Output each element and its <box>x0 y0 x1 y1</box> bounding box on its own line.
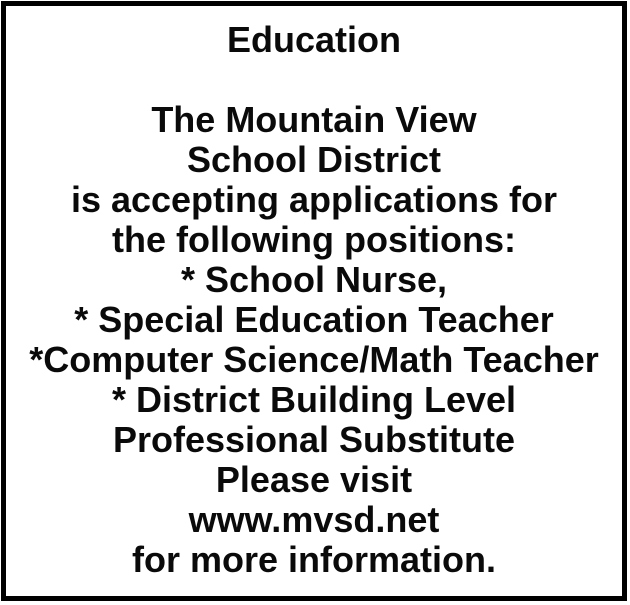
ad-category-title: Education <box>226 19 401 60</box>
ad-line-intro-2: the following positions: <box>112 219 516 260</box>
ad-line-cta: Please visit <box>215 459 413 500</box>
ad-line-outro: for more information. <box>131 539 496 580</box>
ad-website-url: www.mvsd.net <box>188 499 440 540</box>
ad-line-position-substitute-1: * District Building Level <box>111 379 517 420</box>
ad-line-org-name-2: School District <box>186 139 442 180</box>
ad-line-org-name-1: The Mountain View <box>151 99 477 140</box>
ad-line-position-special-ed: * Special Education Teacher <box>74 299 554 340</box>
ad-line-position-nurse: * School Nurse, <box>180 259 448 300</box>
ad-line-position-substitute-2: Professional Substitute <box>112 419 516 460</box>
ad-text-block <box>6 20 622 580</box>
ad-line-intro-1: is accepting applications for <box>70 179 558 220</box>
blank-spacer-line <box>6 60 622 100</box>
ad-border-frame <box>1 1 627 601</box>
ad-line-position-cs-math: *Computer Science/Math Teacher <box>29 339 599 380</box>
